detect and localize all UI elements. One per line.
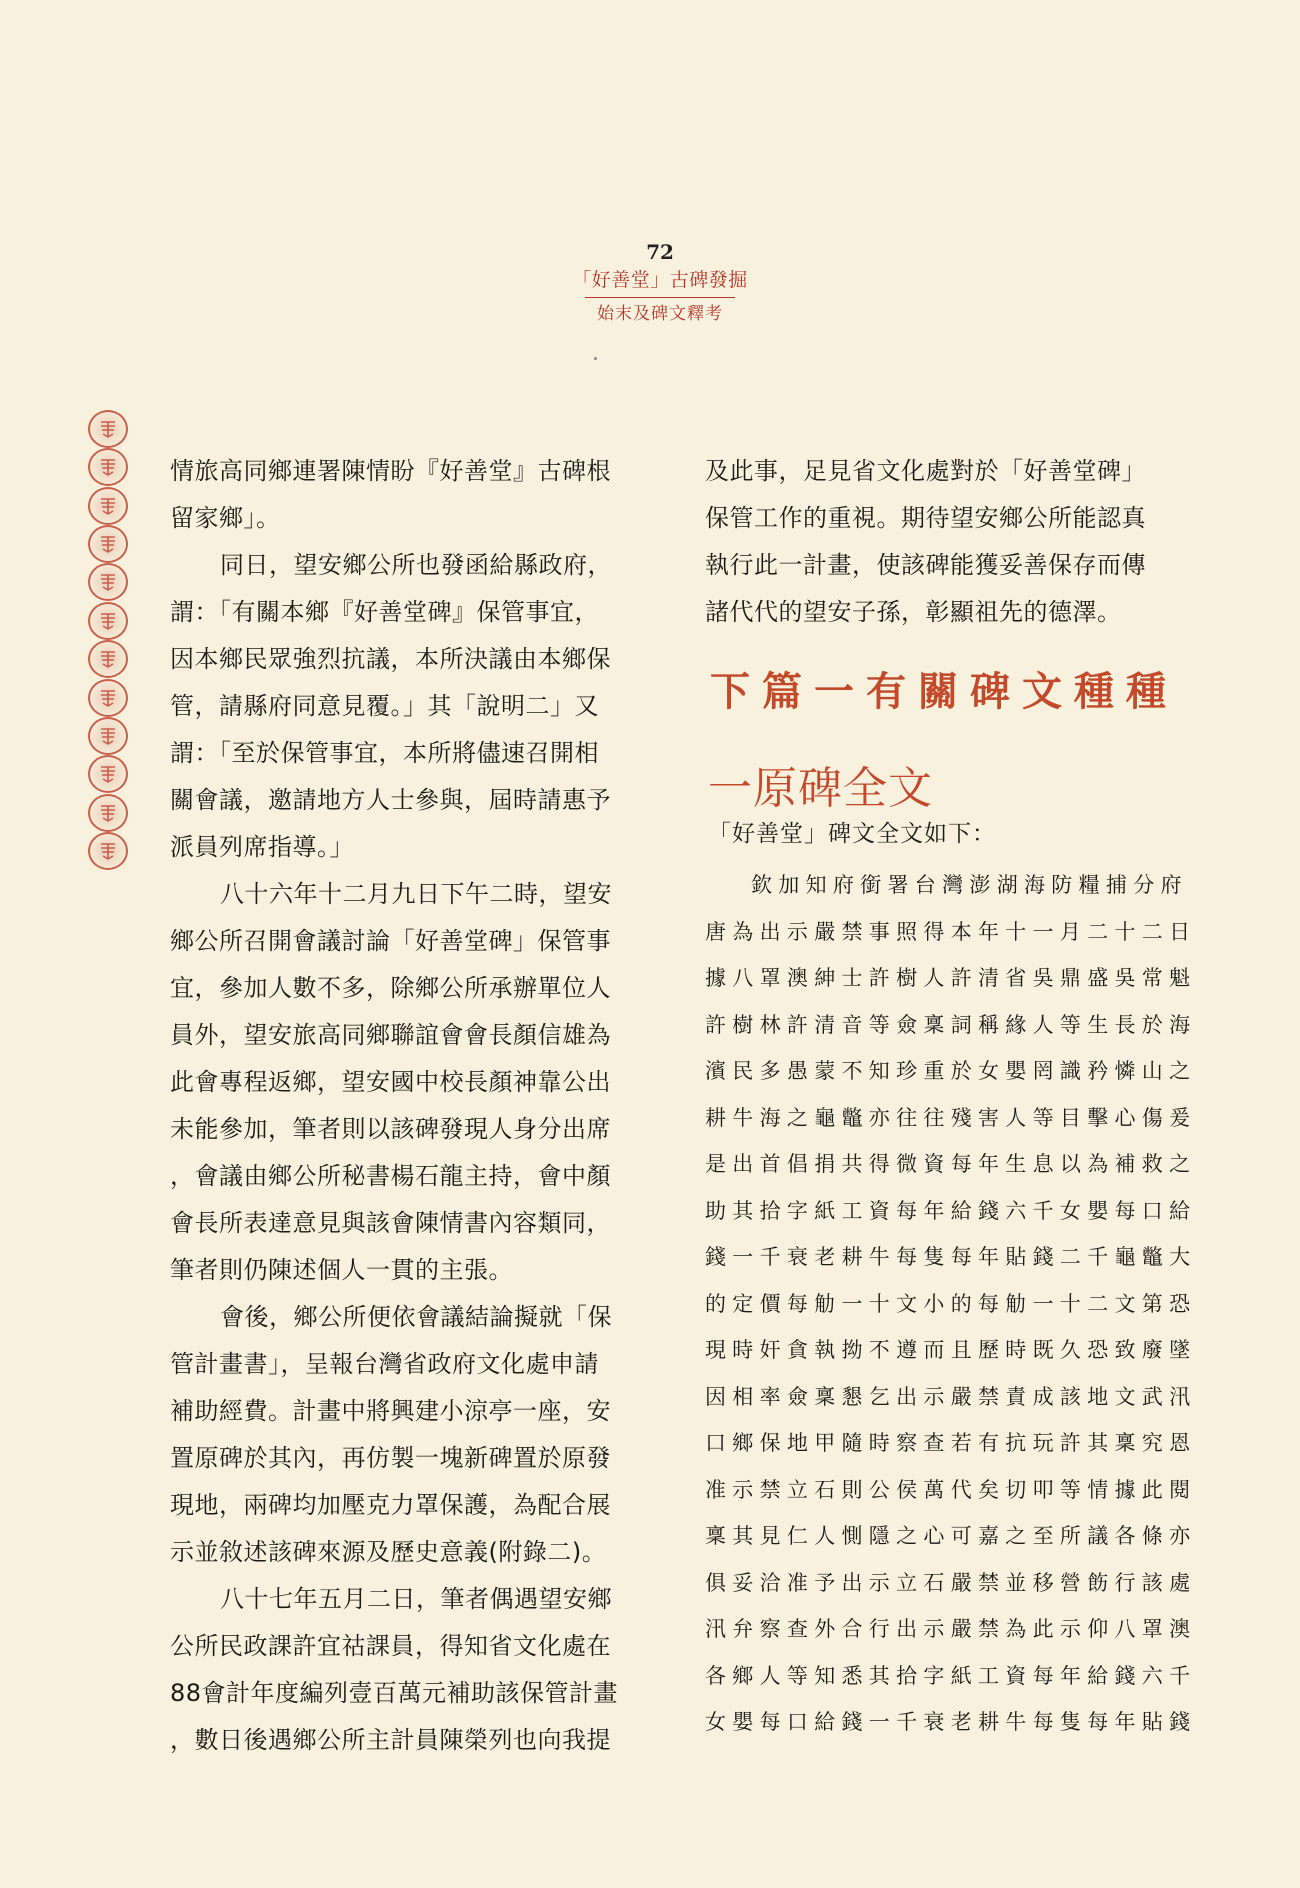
text-line: 鄉公所召開會議討論「好善堂碑」保管事 [170, 927, 611, 955]
section-heading: 下篇一有關碑文種種 [710, 668, 1178, 715]
inscription-line: 各鄉人等知悉其拾字紙工資每年給錢六千 [705, 1663, 1197, 1688]
seal-stamp-icon [88, 679, 128, 717]
text-line: 派員列席指導。」 [170, 833, 354, 861]
seal-stamp-icon [88, 717, 128, 755]
text-line: 八十七年五月二日，筆者偶遇望安鄉 [220, 1585, 612, 1613]
inscription-line: 許樹林許清音等僉稟詞稱緣人等生長於海 [705, 1012, 1197, 1037]
seal-stamp-icon [88, 640, 128, 678]
text-line: 會長所表達意見與該會陳情書內容類同， [170, 1209, 611, 1237]
book-subtitle: 始末及碑文釋考 [597, 304, 723, 324]
inscription-intro: 「好善堂」碑文全文如下： [708, 821, 996, 847]
header-divider [585, 297, 735, 298]
page-number: 72 [646, 240, 674, 264]
seal-stamp-icon [88, 410, 128, 448]
text-line: 及此事，足見省文化處對於「好善堂碑」 [705, 457, 1146, 485]
text-line: 因本鄉民眾強烈抗議，本所決議由本鄉保 [170, 645, 611, 673]
text-line: 置原碑於其內，再仿製一塊新碑置於原發 [170, 1444, 611, 1472]
inscription-line: 欽加知府銜署台灣澎湖海防糧捕分府 [751, 873, 1188, 897]
seal-stamp-column [86, 410, 130, 870]
inscription-line: 的定價每觔一十文小的每觔一十二文第恐 [705, 1291, 1197, 1316]
text-line: 執行此一計畫，使該碑能獲妥善保存而傳 [705, 551, 1146, 579]
inscription-line: 因相率僉稟懇乞出示嚴禁責成該地文武汛 [705, 1384, 1197, 1409]
seal-stamp-icon [88, 487, 128, 525]
text-line: 管計畫書」，呈報台灣省政府文化處申請 [170, 1350, 599, 1378]
inscription-line: 唐為出示嚴禁事照得本年十一月二十二日 [705, 919, 1197, 944]
text-line: 筆者則仍陳述個人一貫的主張。 [170, 1256, 513, 1284]
seal-stamp-icon [88, 525, 128, 563]
inscription-line: 據八罩澳紳士許樹人許清省吳鼎盛吳常魁 [705, 966, 1197, 990]
text-line: 保管工作的重視。期待望安鄉公所能認真 [705, 504, 1146, 532]
seal-stamp-icon [88, 794, 128, 832]
text-line: 此會專程返鄉，望安國中校長顏神靠公出 [170, 1068, 611, 1096]
inscription-line: 俱妥洽准予出示立石嚴禁並移營飭行該處 [705, 1570, 1197, 1595]
inscription-line: 助其拾字紙工資每年給錢六千女嬰每口給 [705, 1198, 1197, 1223]
text-line: 管，請縣府同意見覆。」其「說明二」又 [170, 692, 599, 720]
text-line: 同日，望安鄉公所也發函給縣政府， [220, 551, 612, 579]
seal-stamp-icon [88, 832, 128, 870]
inscription-line: 汛弁察查外合行出示嚴禁為此示仰八罩澳 [705, 1617, 1197, 1641]
text-line: 公所民政課許宜祜課員，得知省文化處在 [170, 1632, 611, 1660]
inscription-line: 現時奸貪執拗不遵而且歷時既久恐致廢墜 [705, 1338, 1197, 1362]
running-header [560, 238, 760, 326]
inscription-line: 稟其見仁人惻隱之心可嘉之至所議各條亦 [705, 1524, 1197, 1548]
text-line: 諸代代的望安子孫，彰顯祖先的德澤。 [705, 598, 1122, 626]
right-text-column [705, 448, 1165, 636]
seal-stamp-icon [88, 755, 128, 793]
text-line: 留家鄉」。 [170, 504, 281, 532]
seal-stamp-icon [88, 563, 128, 601]
text-line: ，會議由鄉公所秘書楊石龍主持，會中顏 [170, 1162, 611, 1190]
text-line: 現地，兩碑均加壓克力罩保護，為配合展 [170, 1491, 611, 1519]
text-line: 關會議，邀請地方人士參與，屆時請惠予 [170, 786, 611, 814]
inscription-line: 耕牛海之龜鼈亦往往殘害人等目擊心傷爰 [705, 1105, 1197, 1130]
text-line: 會後，鄉公所便依會議結論擬就「保 [220, 1303, 612, 1331]
text-line: 宜，參加人數不多，除鄉公所承辦單位人 [170, 974, 611, 1002]
subsection-heading: 一原碑全文 [708, 763, 933, 814]
speck [594, 357, 597, 360]
inscription-line: 濱民多愚蒙不知珍重於女嬰罔識矜憐山之 [705, 1059, 1197, 1083]
text-line: 員外，望安旅高同鄉聯誼會會長顏信雄為 [170, 1021, 611, 1049]
inscription-line: 口鄉保地甲隨時察查若有抗玩許其稟究恩 [705, 1431, 1197, 1455]
inscription-line: 女嬰每口給錢一千衰老耕牛每隻每年貼錢 [705, 1710, 1197, 1734]
text-line: 示並敘述該碑來源及歷史意義(附錄二)。 [170, 1538, 607, 1566]
inscription-line: 准示禁立石則公侯萬代矣切叩等情據此閱 [705, 1477, 1197, 1502]
book-title: 「好善堂」古碑發掘 [572, 269, 748, 291]
text-line: 謂：「至於保管事宜，本所將儘速召開相 [170, 739, 599, 767]
text-line: 謂：「有關本鄉『好善堂碑』保管事宜， [170, 598, 599, 626]
seal-stamp-icon [88, 448, 128, 486]
text-line: 情旅高同鄉連署陳情盼『好善堂』古碑根 [170, 457, 611, 485]
text-line: 八十六年十二月九日下午二時，望安 [220, 880, 612, 908]
inscription-line: 是出首倡捐共得微資每年生息以為補救之 [705, 1152, 1197, 1176]
inscription-text [705, 862, 1197, 1746]
text-line: 補助經費。計畫中將興建小涼亭一座，安 [170, 1397, 611, 1425]
left-text-column [170, 448, 630, 1764]
text-line: 未能參加，筆者則以該碑發現人身分出席 [170, 1115, 611, 1143]
inscription-line: 錢一千衰老耕牛每隻每年貼錢二千龜鼈大 [705, 1245, 1197, 1269]
text-line: ，數日後遇鄉公所主計員陳榮列也向我提 [170, 1726, 611, 1754]
text-line: 88會計年度編列壹百萬元補助該保管計畫 [170, 1679, 619, 1707]
seal-stamp-icon [88, 602, 128, 640]
